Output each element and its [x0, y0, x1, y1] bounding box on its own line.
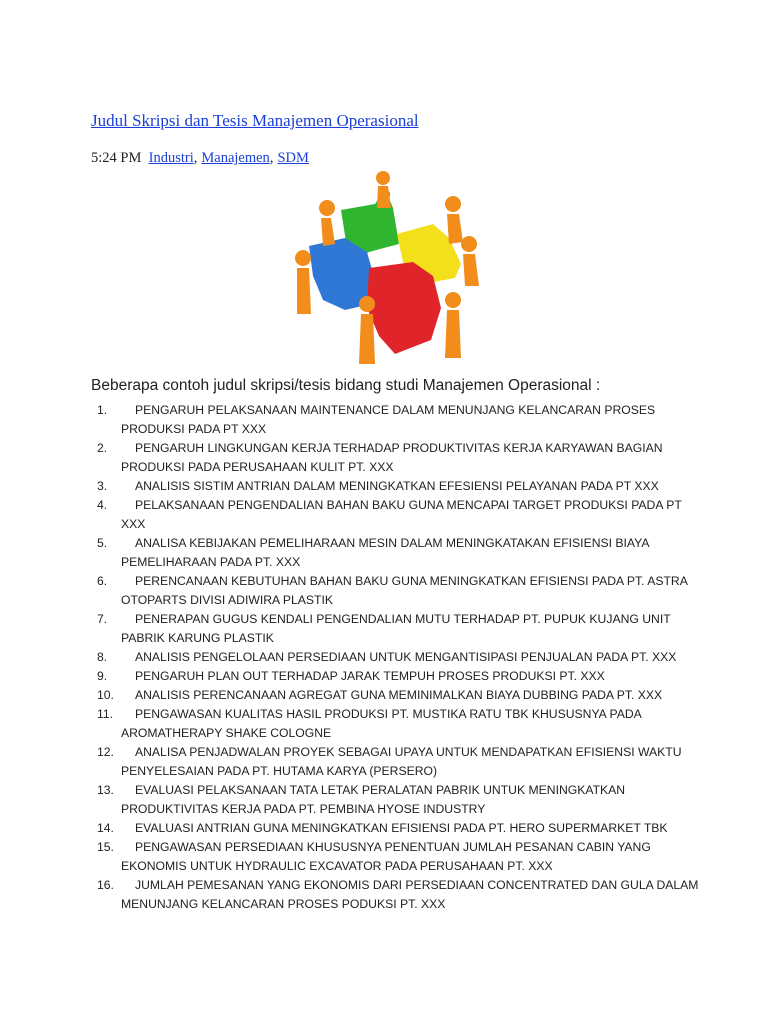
list-item-text: PENGAWASAN PERSEDIAAN KHUSUSNYA PENENTUAN JUMLAH PESANAN CABIN YANG EKONOMIS UNTUK HYDRAULIC EXCAVATOR PADA PERUSAHAAN PT. XXX	[121, 840, 651, 873]
list-item	[0, 667, 700, 686]
label-link-sdm[interactable]: SDM	[277, 150, 309, 166]
post-title-link[interactable]: Judul Skripsi dan Tesis Manajemen Operasional	[91, 111, 419, 130]
list-item-text: PENGARUH PLAN OUT TERHADAP JARAK TEMPUH PROSES PRODUKSI PT. XXX	[135, 669, 605, 683]
teamwork-puzzle-image	[283, 168, 487, 380]
list-item	[0, 686, 700, 705]
list-item-number: 10.	[97, 688, 114, 702]
intro-text: Beberapa contoh judul skripsi/tesis bidang studi Manajemen Operasional :	[91, 377, 601, 394]
list-item	[0, 439, 700, 477]
list-item	[0, 838, 700, 876]
list-item	[0, 743, 700, 781]
list-item	[0, 572, 700, 610]
list-item	[0, 496, 700, 534]
list-item-text: ANALISA PENJADWALAN PROYEK SEBAGAI UPAYA UNTUK MENDAPATKAN EFISIENSI WAKTU PENYELESAIAN PADA PT. HUTAMA KARYA (PERSERO)	[121, 745, 682, 778]
list-item-text: PENGAWASAN KUALITAS HASIL PRODUKSI PT. MUSTIKA RATU TBK KHUSUSNYA PADA AROMATHERAPY SHAKE COLOGNE	[121, 707, 642, 740]
list-item-number: 7.	[97, 612, 108, 626]
post-title	[91, 111, 419, 131]
list-item-text: ANALISIS SISTIM ANTRIAN DALAM MENINGKATKAN EFESIENSI PELAYANAN PADA PT XXX	[135, 479, 659, 493]
list-item-number: 8.	[97, 650, 108, 664]
list-item-text: PENGARUH PELAKSANAAN MAINTENANCE DALAM MENUNJANG KELANCARAN PROSES PRODUKSI PADA PT XXX	[121, 403, 656, 436]
list-item-text: ANALISA KEBIJAKAN PEMELIHARAAN MESIN DALAM MENINGKATAKAN EFISIENSI BIAYA PEMELIHARAAN PADA PT. XXX	[121, 536, 649, 569]
list-item	[0, 401, 700, 439]
list-item-text: ANALISIS PENGELOLAAN PERSEDIAAN UNTUK MENGANTISIPASI PENJUALAN PADA PT. XXX	[135, 650, 677, 664]
list-item-text: EVALUASI ANTRIAN GUNA MENINGKATKAN EFISIENSI PADA PT. HERO SUPERMARKET TBK	[135, 821, 668, 835]
list-item	[0, 705, 700, 743]
list-item-number: 5.	[97, 536, 108, 550]
list-item-text: ANALISIS PERENCANAAN AGREGAT GUNA MEMINIMALKAN BIAYA DUBBING PADA PT. XXX	[135, 688, 663, 702]
list-item-text: EVALUASI PELAKSANAAN TATA LETAK PERALATAN PABRIK UNTUK MENINGKATKAN PRODUKTIVITAS KERJA PADA PT. PEMBINA HYOSE INDUSTRY	[121, 783, 626, 816]
list-item-text: PENERAPAN GUGUS KENDALI PENGENDALIAN MUTU TERHADAP PT. PUPUK KUJANG UNIT PABRIK KARUNG PLASTIK	[121, 612, 671, 645]
list-item-number: 3.	[97, 479, 108, 493]
list-item-number: 6.	[97, 574, 108, 588]
list-item-number: 1.	[97, 403, 108, 417]
list-item	[0, 876, 700, 914]
post-time: 5:24 PM	[91, 150, 142, 166]
list-item-number: 14.	[97, 821, 114, 835]
list-item-text: JUMLAH PEMESANAN YANG EKONOMIS DARI PERSEDIAAN CONCENTRATED DAN GULA DALAM MENUNJANG KELANCARAN PROSES PODUKSI PT. XXX	[121, 878, 699, 911]
list-item-text: PERENCANAAN KEBUTUHAN BAHAN BAKU GUNA MENINGKATKAN EFISIENSI PADA PT. ASTRA OTOPARTS DIVISI ADIWIRA PLASTIK	[121, 574, 688, 607]
list-item	[0, 610, 700, 648]
list-item-number: 13.	[97, 783, 114, 797]
list-item-text: PELAKSANAAN PENGENDALIAN BAHAN BAKU GUNA MENCAPAI TARGET PRODUKSI PADA PT XXX	[121, 498, 682, 531]
list-item	[0, 534, 700, 572]
list-item-number: 4.	[97, 498, 108, 512]
label-link-manajemen[interactable]: Manajemen	[201, 150, 270, 166]
list-item	[0, 819, 700, 838]
list-item-number: 2.	[97, 441, 108, 455]
thesis-title-list	[0, 401, 700, 914]
list-item	[0, 781, 700, 819]
label-link-industri[interactable]: Industri	[148, 150, 194, 166]
list-item-number: 15.	[97, 840, 114, 854]
list-item-number: 12.	[97, 745, 114, 759]
list-item-text: PENGARUH LINGKUNGAN KERJA TERHADAP PRODUKTIVITAS KERJA KARYAWAN BAGIAN PRODUKSI PADA PERUSAHAAN KULIT PT. XXX	[121, 441, 663, 474]
list-item	[0, 477, 700, 496]
post-meta: 5:24 PM Industri, Manajemen, SDM	[91, 150, 309, 166]
list-item-number: 9.	[97, 669, 108, 683]
list-item-number: 16.	[97, 878, 114, 892]
list-item-number: 11.	[97, 707, 114, 721]
list-item	[0, 648, 700, 667]
